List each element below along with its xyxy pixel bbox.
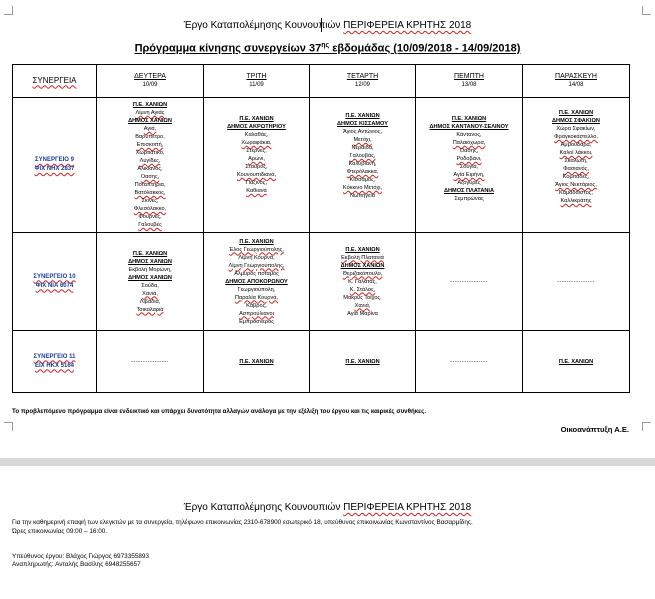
schedule-cell-line: Φλεσόλακκο, bbox=[133, 206, 167, 212]
document-page-2 bbox=[0, 466, 655, 599]
table-header-row bbox=[13, 65, 630, 98]
schedule-cell-line: Κάβρος, bbox=[246, 302, 267, 309]
schedule-cell bbox=[416, 98, 523, 233]
schedule-cell-line: Γαλουβές bbox=[138, 222, 162, 228]
schedule-cell-line: ΔΗΜΟΣ ΑΠΟΚΟΡΩΝΟΥ bbox=[225, 278, 288, 285]
schedule-cell bbox=[204, 233, 310, 331]
schedule-cell-line: Φουρνές, bbox=[138, 214, 162, 220]
schedule-cell-line: Έλος Γεωργιούπολης, bbox=[229, 246, 284, 253]
schedule-cell-line: Χωραφάκια, bbox=[241, 140, 272, 146]
schedule-cell-line: Λιβάδια, bbox=[139, 298, 161, 305]
schedule-cell-line: Π.Ε. ΧΑΝΙΩΝ bbox=[558, 358, 594, 365]
schedule-cell-line: Κίσσαμος, bbox=[349, 177, 376, 183]
schedule-disclaimer: Το προβλεπόμενο πρόγραμμα είναι ενδεικτικό και υπάρχει δυνατότητα αλλαγών ανάλογα με την εξέλιξη του έργου και τις καιρικές συνθήκες. bbox=[12, 408, 427, 415]
schedule-cell-line: ΔΗΜΟΣ ΚΙΣΣΑΜΟΥ bbox=[337, 121, 388, 127]
schedule-cell-line: Σκαλωτή, bbox=[564, 158, 588, 164]
schedule-cell-line: Καλοί λάκκοι, bbox=[559, 150, 593, 156]
table-row bbox=[13, 98, 630, 233]
schedule-cell-line: Π.Ε. ΧΑΝΙΩΝ bbox=[239, 238, 274, 245]
schedule-cell-line: Φασιανός, bbox=[563, 166, 589, 172]
schedule-cell-line: Κ. Στάλος, bbox=[349, 286, 376, 293]
schedule-cell-line: Γεωργιούπολη, bbox=[237, 286, 276, 293]
schedule-cell-line: Κάντανος, bbox=[456, 132, 482, 138]
crew-column-header: ΣΥΝΕΡΓΕΙΑ bbox=[13, 65, 97, 98]
table-row bbox=[13, 233, 630, 331]
schedule-cell-line: Λυγίδες, bbox=[139, 158, 161, 164]
schedule-cell-line: Φτερόλακκα, bbox=[346, 169, 379, 175]
day-column-header: ΤΕΤΑΡΤΗ 12/09 bbox=[310, 65, 416, 98]
schedule-cell-line: Βαρύπετρο, bbox=[135, 134, 165, 140]
schedule-cell bbox=[204, 98, 310, 233]
margin-corner-mark bbox=[4, 6, 13, 15]
project-name: Έργο Καταπολέμησης Κουνουπιών bbox=[183, 20, 344, 31]
schedule-cell-line: Κομιτάδες, bbox=[562, 174, 590, 180]
table-row bbox=[13, 331, 630, 393]
schedule-cell-line: Βατόλακκος, bbox=[134, 190, 166, 196]
schedule-cell-line: Π.Ε. ΧΑΝΙΩΝ bbox=[132, 102, 168, 108]
schedule-cell bbox=[310, 331, 416, 393]
schedule-cell-line: Κουνουπιδιανά, bbox=[236, 172, 277, 178]
deputy-manager: Αναπληρωτής: Ανταλής Βασίλης 6948255657 bbox=[12, 561, 141, 568]
schedule-cell-line: Π.Ε. ΧΑΝΙΩΝ bbox=[345, 246, 380, 253]
schedule-cell-line: Λίμνη Γεωργιούπολης, bbox=[228, 262, 285, 269]
schedule-cell-line: Αγιά, bbox=[143, 126, 157, 132]
schedule-cell-line: Π.Ε. ΧΑΝΙΩΝ bbox=[558, 110, 594, 116]
schedule-cell-line: Αζογυρές bbox=[457, 180, 481, 186]
schedule-cell-line: Κόκκινο Μετόχι, bbox=[342, 185, 383, 191]
day-column-header: ΔΕΥΤΕΡΑ 10/09 bbox=[97, 65, 204, 98]
schedule-cell bbox=[416, 331, 523, 393]
schedule-cell bbox=[523, 331, 630, 393]
schedule-cell-line: Καλυβιανή, bbox=[348, 161, 377, 167]
schedule-cell-line: Αμμουδάρα, bbox=[560, 142, 592, 148]
margin-corner-mark bbox=[642, 422, 651, 431]
schedule-cell bbox=[416, 233, 523, 331]
schedule-cell-line: Νεράιδα, bbox=[351, 145, 374, 151]
schedule-cell-line: Λίμνη Κουρνά, bbox=[238, 254, 275, 261]
schedule-cell-line: Αρώνι, bbox=[248, 156, 265, 162]
schedule-cell-line: Ποταπτήρια, bbox=[134, 182, 166, 188]
schedule-cell-line: ΔΗΜΟΣ ΧΑΝΙΩΝ bbox=[128, 258, 172, 265]
schedule-cell-line: Καμαδάιστος, bbox=[559, 190, 593, 196]
schedule-cell-line: Π.Ε. ΧΑΝΙΩΝ bbox=[132, 250, 168, 257]
schedule-cell-line: Κ. Γαλατάς, bbox=[348, 278, 377, 285]
day-column-header: ΠΑΡΑΣΚΕΥΗ 14/08 bbox=[523, 65, 630, 98]
project-header bbox=[0, 20, 655, 31]
schedule-cell-line: Εμπρόσνερος bbox=[239, 318, 274, 325]
schedule-cell-line: Π.Ε. ΧΑΝΙΩΝ bbox=[239, 116, 274, 122]
schedule-cell bbox=[97, 331, 204, 393]
day-column-header: ΤΡΙΤΗ 11/09 bbox=[204, 65, 310, 98]
schedule-cell-line: Ασπρούλιανοι bbox=[239, 310, 274, 317]
project-manager: Υπεύθυνος έργου: Βλάχος Γιώργος 6973355893 bbox=[12, 553, 150, 560]
schedule-cell-line: ΔΗΜΟΣ ΣΦΑΚΙΩΝ bbox=[552, 118, 600, 124]
schedule-cell-line: Ροδοβάνι, bbox=[456, 156, 482, 162]
schedule-cell-line: Εκβολή Πλατανιά bbox=[341, 254, 384, 261]
day-column-header: ΠΕΜΠΤΗ 13/08 bbox=[416, 65, 523, 98]
schedule-cell-line: Σταυρός, bbox=[245, 164, 268, 170]
schedule-cell-line: Γαλουβάς, bbox=[349, 153, 376, 159]
schedule-cell bbox=[310, 233, 416, 331]
schedule-cell-line: ΔΗΜΟΣ ΧΑΝΙΩΝ bbox=[340, 262, 385, 269]
schedule-cell-line: Αγία Μαρίνα bbox=[347, 310, 378, 317]
schedule-cell bbox=[523, 233, 630, 331]
schedule-cell-line: Οασης, bbox=[140, 174, 160, 180]
schedule-cell-line: ---------------- bbox=[131, 358, 169, 365]
schedule-cell-line: Χωρτιάτικο, bbox=[135, 150, 165, 156]
schedule-cell-line: Μακρύς Τοίχος, bbox=[343, 294, 382, 301]
schedule-cell-line: Καλαθάς, bbox=[244, 132, 269, 138]
schedule-cell-line: Καλλικράτης bbox=[560, 198, 592, 204]
margin-corner-mark bbox=[642, 6, 651, 15]
schedule-cell-line: Μετόχι, bbox=[353, 137, 372, 143]
schedule-cell bbox=[97, 98, 204, 233]
schedule-cell-line: Εκβολή Μορώνη, bbox=[128, 266, 172, 273]
schedule-cell-line: Παλαιόχωρα, bbox=[452, 140, 486, 146]
schedule-table bbox=[12, 64, 630, 393]
crew-cell: ΣΥΝΕΡΓΕΙΟ 10 ΦΙΧ ΝΙΑ 6074 bbox=[13, 233, 97, 331]
schedule-cell-line: Αγία Ειρήνη, bbox=[453, 172, 485, 178]
program-title: Πρόγραμμα κίνησης συνεργείων $37^{\eta\varsigma}$ εβδομάδας (10/09/2018 - 14/09/2018) bbox=[134, 42, 521, 55]
schedule-cell-line: ---------------- bbox=[450, 358, 488, 365]
schedule-cell-line: ---------------- bbox=[557, 278, 595, 285]
schedule-cell-line: ΔΗΜΟΣ ΠΛΑΤΑΝΙΑ bbox=[443, 188, 494, 194]
schedule-cell-line: Χανιά, bbox=[354, 302, 371, 309]
crew-cell: ΣΥΝΕΡΓΕΙΟ 11 ΕΙΧ ΗΚΧ 5164 bbox=[13, 331, 97, 393]
schedule-cell-line: Φραγκοκάστελλο, bbox=[554, 134, 598, 140]
schedule-cell-line: Χώρα Σφακίων, bbox=[556, 126, 596, 132]
schedule-cell bbox=[310, 98, 416, 233]
schedule-cell-line: ΔΗΜΟΣ ΑΚΡΩΤΗΡΙΟΥ bbox=[227, 124, 286, 130]
contact-hours: Ώρες επικοινωνίας 09:00 – 16:00. bbox=[12, 528, 108, 535]
schedule-cell-line: Τσικαλαριά bbox=[136, 306, 164, 313]
schedule-cell-line: Χανιά, bbox=[142, 290, 158, 297]
project-region: ΠΕΡΙΦΕΡΕΙΑ ΚΡΗΤΗΣ 2018 bbox=[343, 20, 472, 31]
schedule-cell-line: ΔΗΜΟΣ ΧΑΝΙΩΝ bbox=[128, 118, 172, 124]
schedule-cell-line: ΔΗΜΟΣ ΚΑΝΤΑΝΟΥ-ΣΕΛΙΝΟΥ bbox=[429, 124, 509, 130]
schedule-cell-line: ΔΗΜΟΣ ΧΑΝΙΩΝ bbox=[128, 274, 172, 281]
schedule-cell-line: Σεμπρώνας bbox=[454, 196, 484, 202]
schedule-cell bbox=[523, 98, 630, 233]
schedule-cell-line: Λίμνη Αγιάς bbox=[135, 110, 165, 116]
schedule-cell-line: Π.Ε. ΧΑΝΙΩΝ bbox=[451, 116, 487, 122]
schedule-cell-line: Π.Ε. ΧΑΝΙΩΝ bbox=[345, 358, 380, 365]
schedule-cell-line: Νωπήγεια bbox=[349, 193, 376, 199]
schedule-cell-line: Στέρνες, bbox=[246, 148, 267, 154]
schedule-cell-line: Σούγια, bbox=[459, 164, 479, 170]
schedule-cell-line: Σκινές, bbox=[141, 198, 159, 204]
schedule-cell-line: Θεριζακόπουλο, bbox=[342, 270, 383, 277]
crew-cell: ΣΥΝΕΡΓΕΙΟ 9 ΦΙΧ ΝΗΧ 2837 bbox=[13, 98, 97, 233]
schedule-cell-line: Αλικιανός, bbox=[137, 166, 163, 172]
schedule-cell-line: Αλμυρός ποταμός bbox=[234, 270, 279, 277]
schedule-cell-line: Παραλία Κουρνά, bbox=[234, 294, 279, 301]
schedule-cell-line: Επισκοπή, bbox=[136, 142, 164, 148]
schedule-cell-line: Καθιανά bbox=[246, 188, 267, 194]
project-header: Έργο Καταπολέμησης Κουνουπιών ΠΕΡΙΦΕΡΕΙΑ ΚΡΗΤΗΣ 2018 bbox=[183, 502, 472, 513]
schedule-cell-line: ---------------- bbox=[450, 278, 488, 285]
contact-info: Για την καθημερινή επαφή των ελεγκτών με τα συνεργεία, τηλέφωνο επικοινωνίας 2310-678900 εσωτερικό 18, υπεύθυνος επικοινωνίας Κωνσταντίνος Βασαρμίδης. bbox=[12, 519, 473, 526]
schedule-cell-line: Σούδα, bbox=[141, 282, 159, 289]
schedule-cell bbox=[97, 233, 204, 331]
margin-corner-mark bbox=[4, 422, 13, 431]
company-name: Οικοανάπτυξη Α.Ε. bbox=[560, 425, 629, 434]
schedule-cell-line: Π.Ε. ΧΑΝΙΩΝ bbox=[239, 358, 274, 365]
schedule-cell-line: Π.Ε. ΧΑΝΙΩΝ bbox=[345, 113, 380, 119]
schedule-cell-line: Άγιος Αντώνιος, bbox=[342, 129, 383, 135]
schedule-cell bbox=[204, 331, 310, 393]
schedule-cell-line: Παζινός, bbox=[245, 180, 268, 186]
schedule-cell-line: Άγιος Νεκτάριος, bbox=[555, 182, 597, 188]
schedule-cell-line: Οασης, bbox=[459, 148, 479, 154]
